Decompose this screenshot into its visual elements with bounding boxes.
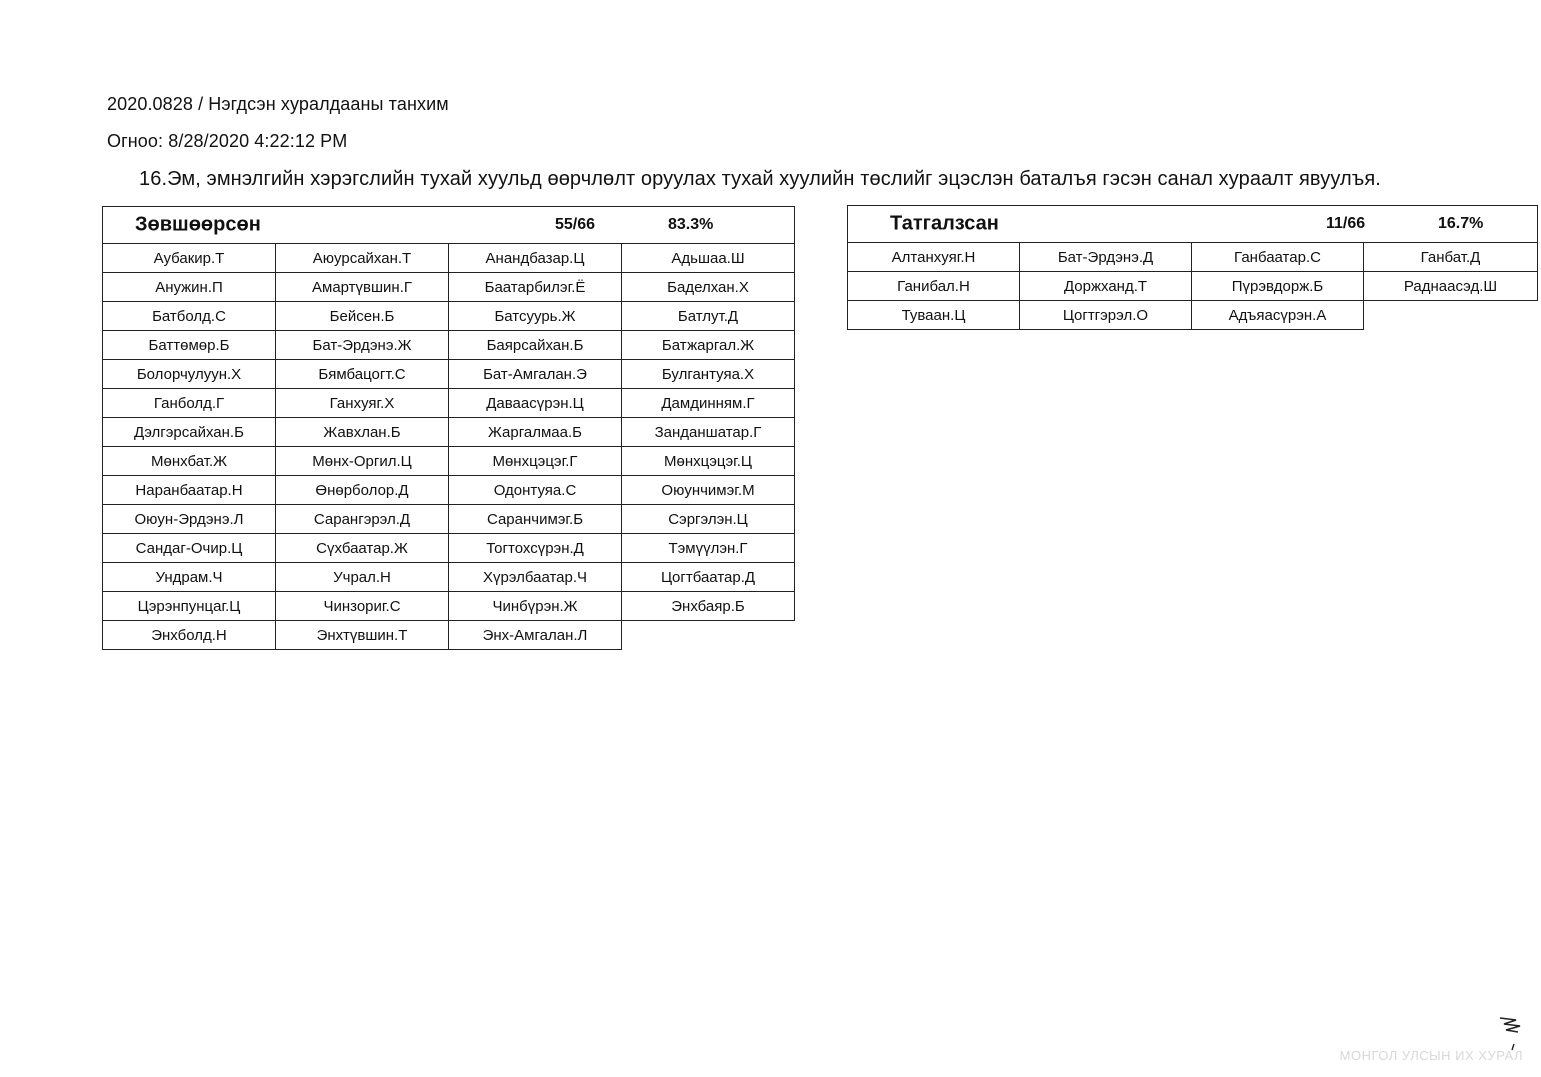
approved-member-name: Батболд.С — [103, 302, 276, 331]
approved-member-name: Энх-Амгалан.Л — [449, 621, 622, 650]
approved-member-name: Батсуурь.Ж — [449, 302, 622, 331]
approved-title-cell — [103, 207, 795, 244]
footer-watermark: МОНГОЛ УЛСЫН ИХ ХУРАЛ — [1339, 1048, 1523, 1063]
approved-row — [103, 505, 795, 534]
approved-member-name: Сэргэлэн.Ц — [622, 505, 795, 534]
approved-member-name: Бейсен.Б — [276, 302, 449, 331]
approved-percent: 83.3% — [668, 216, 714, 233]
approved-member-name: Өнөрболор.Д — [276, 476, 449, 505]
approved-row — [103, 592, 795, 621]
scribble-icon — [1496, 1012, 1526, 1052]
rejected-member-name: Пүрэвдорж.Б — [1192, 272, 1364, 301]
approved-member-name: Энхтүвшин.Т — [276, 621, 449, 650]
approved-member-name: Даваасүрэн.Ц — [449, 389, 622, 418]
approved-member-name: Оюунчимэг.М — [622, 476, 795, 505]
rejected-title-row — [848, 206, 1538, 243]
approved-row — [103, 447, 795, 476]
rejected-member-name: Раднаасэд.Ш — [1364, 272, 1538, 301]
motion-text: 16.Эм, эмнэлгийн хэрэгслийн тухай хуульд өөрчлөлт оруулах тухай хуулийн төслийг эцэслэн баталъя гэсэн санал хураалт явуулъя. — [139, 168, 1381, 190]
rejected-empty-cell — [1364, 301, 1538, 330]
approved-member-name: Баттөмөр.Б — [103, 331, 276, 360]
approved-row — [103, 534, 795, 563]
approved-row — [103, 273, 795, 302]
approved-member-name: Сарангэрэл.Д — [276, 505, 449, 534]
approved-member-name: Дамдинням.Г — [622, 389, 795, 418]
rejected-row — [848, 243, 1538, 272]
approved-title-row — [103, 207, 795, 244]
rejected-label: Татгалзсан — [890, 212, 999, 235]
approved-member-name: Батжаргал.Ж — [622, 331, 795, 360]
approved-row — [103, 389, 795, 418]
approved-member-name: Тэмүүлэн.Г — [622, 534, 795, 563]
rejected-member-name: Адъяасүрэн.А — [1192, 301, 1364, 330]
approved-member-name: Бат-Амгалан.Э — [449, 360, 622, 389]
approved-member-name: Булгантуяа.Х — [622, 360, 795, 389]
approved-empty-cell — [622, 621, 795, 650]
approved-member-name: Анандбазар.Ц — [449, 244, 622, 273]
approved-member-name: Болорчулуун.Х — [103, 360, 276, 389]
rejected-member-name: Бат-Эрдэнэ.Д — [1020, 243, 1192, 272]
approved-member-name: Аубакир.Т — [103, 244, 276, 273]
rejected-member-name: Туваан.Ц — [848, 301, 1020, 330]
rejected-member-name: Цогтгэрэл.О — [1020, 301, 1192, 330]
session-title: 2020.0828 / Нэгдсэн хуралдааны танхим — [107, 94, 449, 114]
approved-row — [103, 302, 795, 331]
approved-member-name: Жаргалмаа.Б — [449, 418, 622, 447]
approved-member-name: Аюурсайхан.Т — [276, 244, 449, 273]
approved-member-name: Амартүвшин.Г — [276, 273, 449, 302]
approved-member-name: Цогтбаатар.Д — [622, 563, 795, 592]
approved-label: Зөвшөөрсөн — [135, 213, 261, 236]
approved-member-name: Мөнхцэцэг.Г — [449, 447, 622, 476]
approved-member-name: Энхбаяр.Б — [622, 592, 795, 621]
approved-member-name: Цэрэнпунцаг.Ц — [103, 592, 276, 621]
approved-member-name: Анужин.П — [103, 273, 276, 302]
approved-member-name: Одонтуяа.С — [449, 476, 622, 505]
approved-member-name: Мөнхцэцэг.Ц — [622, 447, 795, 476]
approved-count: 55/66 — [555, 216, 596, 233]
approved-member-name: Батлут.Д — [622, 302, 795, 331]
approved-member-name: Учрал.Н — [276, 563, 449, 592]
rejected-member-name: Ганбаатар.С — [1192, 243, 1364, 272]
approved-member-name: Адьшаа.Ш — [622, 244, 795, 273]
rejected-row — [848, 301, 1538, 330]
approved-member-name: Ганболд.Г — [103, 389, 276, 418]
approved-member-name: Чинзориг.С — [276, 592, 449, 621]
approved-member-name: Тогтохсүрэн.Д — [449, 534, 622, 563]
approved-member-name: Бат-Эрдэнэ.Ж — [276, 331, 449, 360]
approved-member-name: Мөнхбат.Ж — [103, 447, 276, 476]
rejected-row — [848, 272, 1538, 301]
approved-row — [103, 244, 795, 273]
approved-row — [103, 621, 795, 650]
approved-row — [103, 476, 795, 505]
approved-member-name: Баярсайхан.Б — [449, 331, 622, 360]
rejected-member-name: Ганибал.Н — [848, 272, 1020, 301]
approved-member-name: Саранчимэг.Б — [449, 505, 622, 534]
approved-row — [103, 418, 795, 447]
rejected-percent: 16.7% — [1438, 215, 1484, 232]
rejected-title-cell — [848, 206, 1538, 243]
approved-member-name: Баатарбилэг.Ё — [449, 273, 622, 302]
approved-table — [102, 206, 795, 650]
rejected-member-name: Алтанхуяг.Н — [848, 243, 1020, 272]
rejected-count: 11/66 — [1326, 215, 1366, 232]
rejected-member-name: Доржханд.Т — [1020, 272, 1192, 301]
approved-row — [103, 331, 795, 360]
rejected-member-name: Ганбат.Д — [1364, 243, 1538, 272]
approved-member-name: Сүхбаатар.Ж — [276, 534, 449, 563]
approved-member-name: Хүрэлбаатар.Ч — [449, 563, 622, 592]
approved-member-name: Энхболд.Н — [103, 621, 276, 650]
approved-member-name: Ундрам.Ч — [103, 563, 276, 592]
rejected-table — [847, 205, 1538, 330]
approved-member-name: Жавхлан.Б — [276, 418, 449, 447]
approved-member-name: Дэлгэрсайхан.Б — [103, 418, 276, 447]
approved-member-name: Бямбацогт.С — [276, 360, 449, 389]
approved-member-name: Чинбүрэн.Ж — [449, 592, 622, 621]
approved-member-name: Баделхан.Х — [622, 273, 795, 302]
approved-row — [103, 563, 795, 592]
approved-row — [103, 360, 795, 389]
approved-member-name: Ганхуяг.Х — [276, 389, 449, 418]
approved-member-name: Оюун-Эрдэнэ.Л — [103, 505, 276, 534]
approved-member-name: Занданшатар.Г — [622, 418, 795, 447]
vote-date: Огноо: 8/28/2020 4:22:12 PM — [107, 131, 348, 151]
approved-member-name: Мөнх-Оргил.Ц — [276, 447, 449, 476]
approved-member-name: Наранбаатар.Н — [103, 476, 276, 505]
approved-member-name: Сандаг-Очир.Ц — [103, 534, 276, 563]
